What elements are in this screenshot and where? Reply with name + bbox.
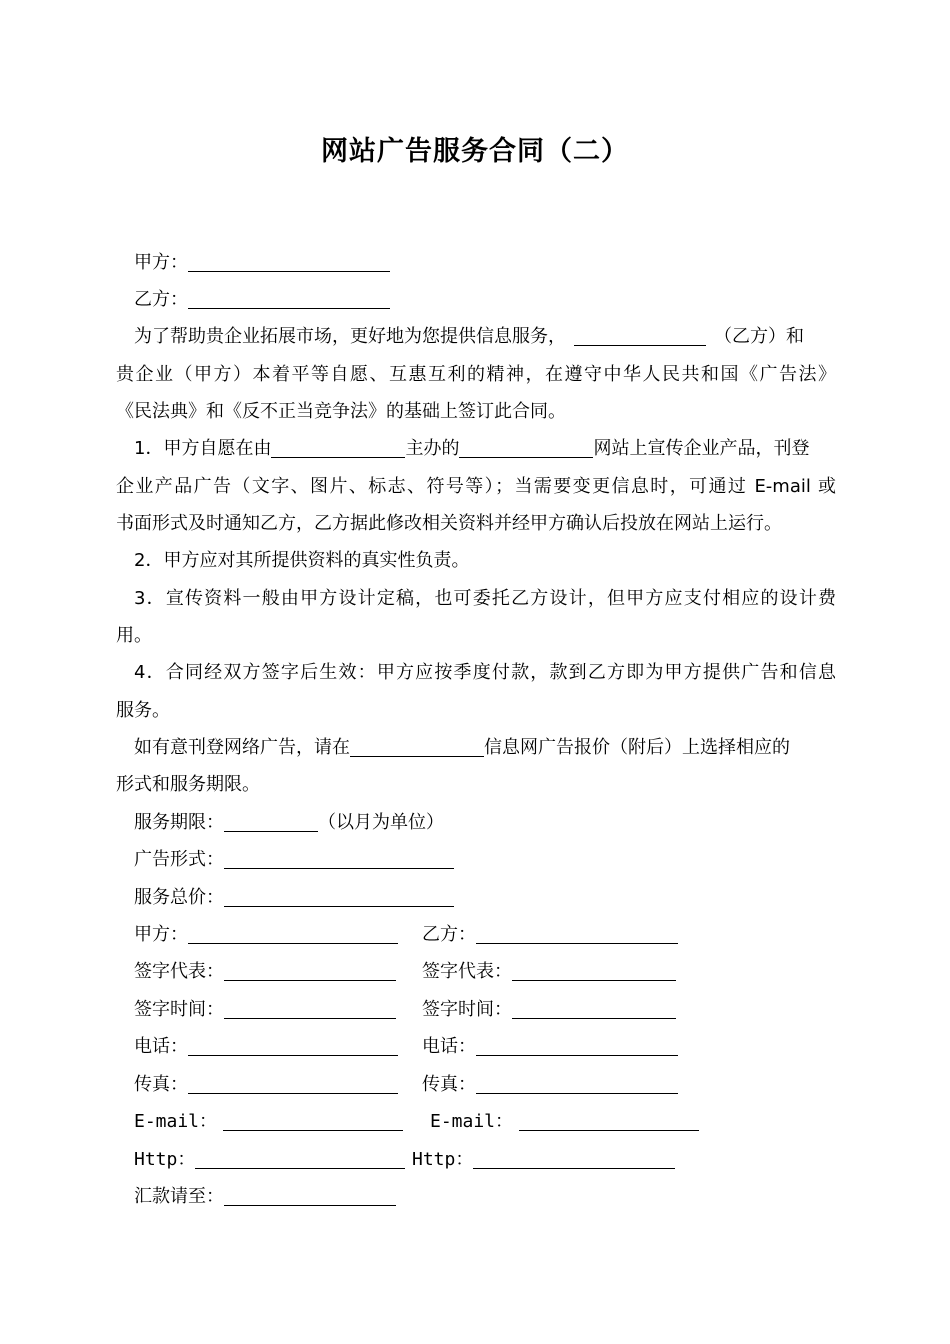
sign-a-rep-blank[interactable]: [224, 960, 396, 981]
total-price-line: [134, 879, 854, 916]
ad-note-line-1: [134, 729, 836, 766]
party-b-label: 乙方：: [134, 289, 188, 310]
ad-note-text-a: 如有意刊登网络广告，请在: [134, 737, 350, 758]
party-b-blank[interactable]: [188, 288, 390, 309]
sign-a-party: [134, 916, 398, 953]
sign-a-party-blank[interactable]: [188, 923, 398, 944]
sign-a-phone-label: 电话：: [134, 1036, 188, 1057]
sign-b-time: [422, 991, 676, 1028]
service-period-unit: （以月为单位）: [318, 812, 444, 833]
party-a-blank[interactable]: [188, 251, 390, 272]
organizer-blank[interactable]: [271, 437, 405, 458]
sign-a-email: [134, 1103, 403, 1140]
clause-1-text-c: 网站上宣传企业产品，刊登: [593, 438, 810, 459]
sign-b-fax: [422, 1066, 678, 1103]
sign-a-rep: [134, 953, 396, 990]
sign-b-email-label: E-mail：: [430, 1111, 514, 1132]
intro-text-1b: （乙方）和: [714, 326, 804, 347]
website-blank[interactable]: [459, 437, 593, 458]
ad-form-line: [134, 841, 854, 878]
clause-1-text-a: 1．甲方自愿在由: [134, 438, 272, 459]
sign-b-phone-blank[interactable]: [476, 1035, 678, 1056]
info-site-blank[interactable]: [350, 736, 484, 757]
sign-b-rep: [422, 953, 676, 990]
page-title: 网站广告服务合同（二）: [321, 136, 629, 167]
sign-b-party-label: 乙方：: [422, 924, 476, 945]
service-period-label: 服务期限：: [134, 812, 224, 833]
sign-b-http-blank[interactable]: [473, 1148, 675, 1169]
intro-line-3: 《民法典》和《反不正当竞争法》的基础上签订此合同。: [116, 401, 566, 422]
service-period-line: [134, 804, 854, 841]
clause-1-line-3: 书面形式及时通知乙方，乙方据此修改相关资料并经甲方确认后投放在网站上运行。: [116, 513, 782, 534]
sign-a-fax-blank[interactable]: [188, 1073, 398, 1094]
remit-label: 汇款请至：: [134, 1186, 224, 1207]
clause-4-line-2: 服务。: [116, 700, 170, 721]
ad-note-line-2: 形式和服务期限。: [116, 774, 260, 795]
sign-b-email: [430, 1103, 699, 1140]
sign-a-time-label: 签字时间：: [134, 999, 224, 1020]
sign-a-fax: [134, 1066, 398, 1103]
sign-a-email-blank[interactable]: [223, 1110, 403, 1131]
intro-line-2: 贵企业（甲方）本着平等自愿、互惠互利的精神，在遵守中华人民共和国《广告法》: [116, 364, 836, 385]
sign-a-phone: [134, 1028, 398, 1065]
clause-2: 2．甲方应对其所提供资料的真实性负责。: [134, 550, 470, 571]
remit-line: [134, 1178, 854, 1215]
sign-b-rep-label: 签字代表：: [422, 961, 512, 982]
party-a-label: 甲方：: [134, 252, 188, 273]
sign-b-http-label: Http：: [412, 1149, 474, 1170]
clause-1-text-b: 主办的: [405, 438, 460, 459]
sign-b-fax-label: 传真：: [422, 1074, 476, 1095]
sign-b-fax-blank[interactable]: [476, 1073, 678, 1094]
sign-b-phone-label: 电话：: [422, 1036, 476, 1057]
remit-blank[interactable]: [224, 1185, 396, 1206]
total-price-label: 服务总价：: [134, 887, 224, 908]
sign-a-time-blank[interactable]: [224, 998, 396, 1019]
sign-b-time-blank[interactable]: [512, 998, 676, 1019]
ad-form-label: 广告形式：: [134, 849, 224, 870]
sign-b-rep-blank[interactable]: [512, 960, 676, 981]
provider-blank[interactable]: [574, 325, 706, 346]
sign-b-email-blank[interactable]: [519, 1110, 699, 1131]
clause-1-line-2: 企业产品广告（文字、图片、标志、符号等）；当需要变更信息时，可通过 E-mail 或: [116, 476, 836, 497]
clause-1-line-1: [134, 430, 836, 467]
service-period-blank[interactable]: [224, 811, 318, 832]
sign-a-phone-blank[interactable]: [188, 1035, 398, 1056]
intro-text-1: 为了帮助贵企业拓展市场，更好地为您提供信息服务，: [134, 326, 566, 347]
ad-note-text-b: 信息网广告报价（附后）上选择相应的: [484, 737, 790, 758]
sign-a-http-blank[interactable]: [195, 1148, 405, 1169]
sign-b-phone: [422, 1028, 678, 1065]
ad-form-blank[interactable]: [224, 848, 454, 869]
sign-a-http-label: Http：: [134, 1149, 196, 1170]
sign-a-email-label: E-mail：: [134, 1111, 218, 1132]
sign-a-rep-label: 签字代表：: [134, 961, 224, 982]
sign-b-http: [412, 1141, 675, 1178]
sign-a-time: [134, 991, 396, 1028]
party-a-line: [134, 244, 854, 281]
total-price-blank[interactable]: [224, 886, 454, 907]
clause-3-line-1: 3．宣传资料一般由甲方设计定稿，也可委托乙方设计，但甲方应支付相应的设计费: [134, 588, 836, 609]
sign-b-party: [422, 916, 678, 953]
sign-a-fax-label: 传真：: [134, 1074, 188, 1095]
intro-line-1: [134, 318, 836, 355]
sign-a-http: [134, 1141, 405, 1178]
sign-b-time-label: 签字时间：: [422, 999, 512, 1020]
sign-a-party-label: 甲方：: [134, 924, 188, 945]
party-b-line: [134, 281, 854, 318]
sign-b-party-blank[interactable]: [476, 923, 678, 944]
clause-3-line-2: 用。: [116, 625, 152, 646]
clause-4-line-1: 4．合同经双方签字后生效：甲方应按季度付款，款到乙方即为甲方提供广告和信息: [134, 662, 836, 683]
